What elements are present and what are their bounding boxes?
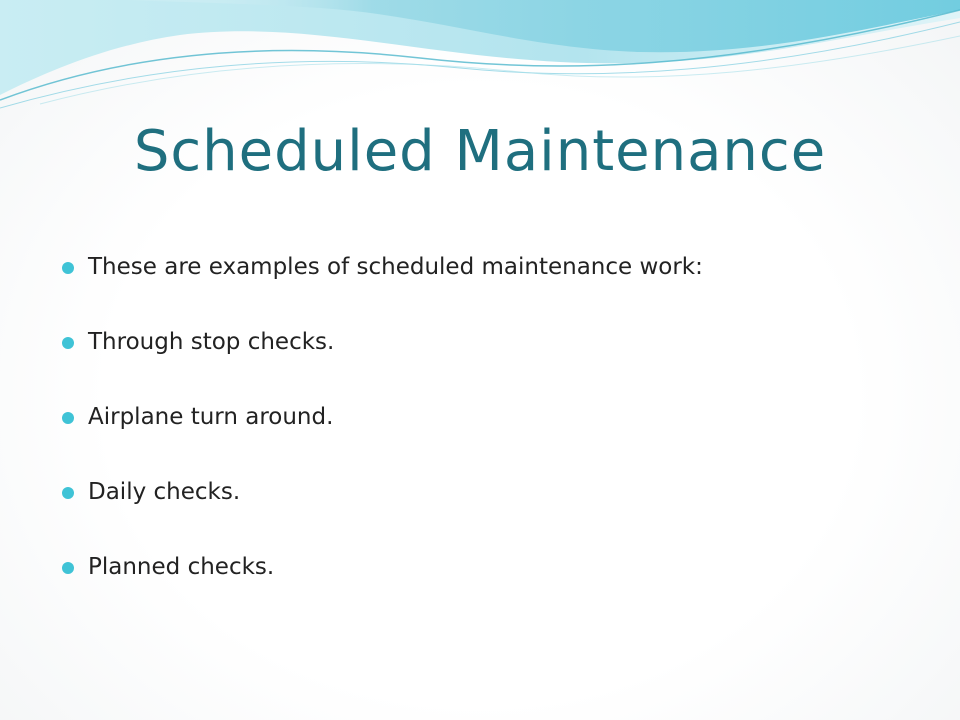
bullet-dot-icon [62, 562, 74, 574]
bullet-item [62, 327, 892, 357]
slide-title: Scheduled Maintenance [133, 119, 827, 184]
bullet-item [62, 252, 892, 282]
bullet-item [62, 477, 892, 507]
bullet-text: Airplane turn around. [88, 404, 334, 430]
bullet-text: Daily checks. [88, 479, 241, 505]
bullet-item [62, 552, 892, 582]
bullet-list [62, 252, 892, 582]
bullet-text: Through stop checks. [88, 329, 335, 355]
header-wave-decoration [0, 0, 960, 120]
bullet-dot-icon [62, 262, 74, 274]
bullet-dot-icon [62, 487, 74, 499]
bullet-dot-icon [62, 412, 74, 424]
bullet-text: Planned checks. [88, 554, 275, 580]
bullet-text: These are examples of scheduled maintenance work: [88, 254, 703, 280]
bullet-item [62, 402, 892, 432]
bullet-dot-icon [62, 337, 74, 349]
